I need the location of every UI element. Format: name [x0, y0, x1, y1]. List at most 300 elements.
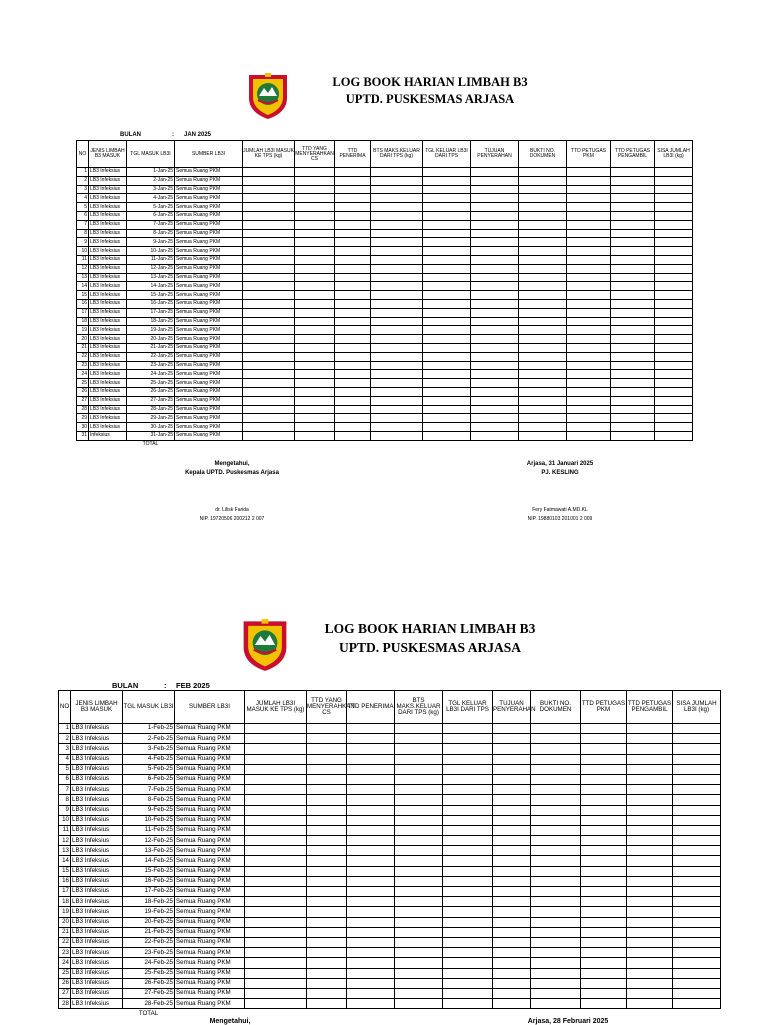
- entry-cell[interactable]: [627, 744, 673, 754]
- entry-cell[interactable]: [611, 379, 655, 388]
- entry-cell[interactable]: [493, 825, 531, 835]
- entry-cell[interactable]: [673, 744, 721, 754]
- entry-cell[interactable]: [567, 370, 611, 379]
- entry-cell[interactable]: [443, 846, 493, 856]
- entry-cell[interactable]: [581, 836, 627, 846]
- entry-cell[interactable]: [531, 734, 581, 744]
- entry-cell[interactable]: [423, 273, 471, 282]
- entry-cell[interactable]: [531, 958, 581, 968]
- entry-cell[interactable]: [295, 370, 335, 379]
- entry-cell[interactable]: [655, 343, 693, 352]
- entry-cell[interactable]: [443, 876, 493, 886]
- entry-cell[interactable]: [581, 948, 627, 958]
- entry-cell[interactable]: [493, 815, 531, 825]
- entry-cell[interactable]: [243, 423, 295, 432]
- entry-cell[interactable]: [245, 764, 307, 774]
- entry-cell[interactable]: [243, 185, 295, 194]
- entry-cell[interactable]: [627, 866, 673, 876]
- entry-cell[interactable]: [395, 988, 443, 998]
- entry-cell[interactable]: [423, 343, 471, 352]
- entry-cell[interactable]: [567, 335, 611, 344]
- entry-cell[interactable]: [295, 335, 335, 344]
- entry-cell[interactable]: [295, 264, 335, 273]
- entry-cell[interactable]: [307, 724, 347, 734]
- entry-cell[interactable]: [335, 238, 371, 247]
- entry-cell[interactable]: [493, 734, 531, 744]
- entry-cell[interactable]: [655, 168, 693, 177]
- entry-cell[interactable]: [443, 887, 493, 897]
- entry-cell[interactable]: [295, 247, 335, 256]
- entry-cell[interactable]: [307, 887, 347, 897]
- entry-cell[interactable]: [347, 968, 395, 978]
- entry-cell[interactable]: [347, 754, 395, 764]
- entry-cell[interactable]: [627, 856, 673, 866]
- entry-cell[interactable]: [307, 907, 347, 917]
- entry-cell[interactable]: [655, 273, 693, 282]
- entry-cell[interactable]: [627, 988, 673, 998]
- entry-cell[interactable]: [423, 299, 471, 308]
- entry-cell[interactable]: [335, 431, 371, 440]
- entry-cell[interactable]: [493, 887, 531, 897]
- entry-cell[interactable]: [295, 352, 335, 361]
- entry-cell[interactable]: [443, 754, 493, 764]
- entry-cell[interactable]: [567, 326, 611, 335]
- entry-cell[interactable]: [395, 846, 443, 856]
- entry-cell[interactable]: [655, 291, 693, 300]
- entry-cell[interactable]: [611, 405, 655, 414]
- entry-cell[interactable]: [371, 194, 423, 203]
- entry-cell[interactable]: [531, 937, 581, 947]
- entry-cell[interactable]: [567, 343, 611, 352]
- entry-cell[interactable]: [243, 273, 295, 282]
- entry-cell[interactable]: [655, 326, 693, 335]
- entry-cell[interactable]: [581, 754, 627, 764]
- entry-cell[interactable]: [519, 299, 567, 308]
- entry-cell[interactable]: [423, 379, 471, 388]
- entry-cell[interactable]: [627, 958, 673, 968]
- entry-cell[interactable]: [673, 866, 721, 876]
- entry-cell[interactable]: [655, 185, 693, 194]
- entry-cell[interactable]: [423, 396, 471, 405]
- entry-cell[interactable]: [581, 866, 627, 876]
- entry-cell[interactable]: [347, 948, 395, 958]
- entry-cell[interactable]: [493, 724, 531, 734]
- entry-cell[interactable]: [295, 317, 335, 326]
- entry-cell[interactable]: [443, 805, 493, 815]
- entry-cell[interactable]: [519, 176, 567, 185]
- entry-cell[interactable]: [519, 185, 567, 194]
- entry-cell[interactable]: [371, 414, 423, 423]
- entry-cell[interactable]: [335, 176, 371, 185]
- entry-cell[interactable]: [395, 815, 443, 825]
- entry-cell[interactable]: [395, 795, 443, 805]
- entry-cell[interactable]: [611, 255, 655, 264]
- entry-cell[interactable]: [307, 999, 347, 1009]
- entry-cell[interactable]: [371, 361, 423, 370]
- entry-cell[interactable]: [471, 379, 519, 388]
- entry-cell[interactable]: [347, 876, 395, 886]
- entry-cell[interactable]: [243, 405, 295, 414]
- entry-cell[interactable]: [395, 968, 443, 978]
- entry-cell[interactable]: [519, 291, 567, 300]
- entry-cell[interactable]: [627, 734, 673, 744]
- entry-cell[interactable]: [519, 247, 567, 256]
- entry-cell[interactable]: [519, 282, 567, 291]
- entry-cell[interactable]: [673, 764, 721, 774]
- entry-cell[interactable]: [423, 220, 471, 229]
- entry-cell[interactable]: [611, 308, 655, 317]
- entry-cell[interactable]: [307, 754, 347, 764]
- entry-cell[interactable]: [627, 754, 673, 764]
- entry-cell[interactable]: [335, 361, 371, 370]
- entry-cell[interactable]: [673, 815, 721, 825]
- entry-cell[interactable]: [611, 343, 655, 352]
- entry-cell[interactable]: [655, 255, 693, 264]
- entry-cell[interactable]: [307, 978, 347, 988]
- entry-cell[interactable]: [423, 317, 471, 326]
- entry-cell[interactable]: [295, 238, 335, 247]
- entry-cell[interactable]: [295, 308, 335, 317]
- entry-cell[interactable]: [245, 795, 307, 805]
- entry-cell[interactable]: [567, 431, 611, 440]
- entry-cell[interactable]: [245, 724, 307, 734]
- entry-cell[interactable]: [243, 326, 295, 335]
- entry-cell[interactable]: [245, 988, 307, 998]
- entry-cell[interactable]: [443, 744, 493, 754]
- entry-cell[interactable]: [335, 299, 371, 308]
- entry-cell[interactable]: [335, 335, 371, 344]
- entry-cell[interactable]: [493, 937, 531, 947]
- entry-cell[interactable]: [655, 405, 693, 414]
- entry-cell[interactable]: [627, 764, 673, 774]
- entry-cell[interactable]: [347, 774, 395, 784]
- entry-cell[interactable]: [627, 785, 673, 795]
- entry-cell[interactable]: [395, 937, 443, 947]
- entry-cell[interactable]: [581, 897, 627, 907]
- entry-cell[interactable]: [627, 887, 673, 897]
- entry-cell[interactable]: [347, 917, 395, 927]
- entry-cell[interactable]: [443, 948, 493, 958]
- entry-cell[interactable]: [245, 897, 307, 907]
- entry-cell[interactable]: [395, 887, 443, 897]
- entry-cell[interactable]: [347, 897, 395, 907]
- entry-cell[interactable]: [531, 724, 581, 734]
- entry-cell[interactable]: [531, 795, 581, 805]
- entry-cell[interactable]: [655, 247, 693, 256]
- entry-cell[interactable]: [347, 785, 395, 795]
- entry-cell[interactable]: [307, 764, 347, 774]
- entry-cell[interactable]: [627, 897, 673, 907]
- entry-cell[interactable]: [307, 785, 347, 795]
- entry-cell[interactable]: [611, 370, 655, 379]
- entry-cell[interactable]: [371, 247, 423, 256]
- entry-cell[interactable]: [567, 211, 611, 220]
- entry-cell[interactable]: [581, 774, 627, 784]
- entry-cell[interactable]: [243, 379, 295, 388]
- entry-cell[interactable]: [567, 273, 611, 282]
- entry-cell[interactable]: [581, 764, 627, 774]
- entry-cell[interactable]: [611, 291, 655, 300]
- entry-cell[interactable]: [567, 220, 611, 229]
- entry-cell[interactable]: [581, 734, 627, 744]
- entry-cell[interactable]: [531, 968, 581, 978]
- entry-cell[interactable]: [471, 423, 519, 432]
- entry-cell[interactable]: [371, 299, 423, 308]
- entry-cell[interactable]: [395, 948, 443, 958]
- entry-cell[interactable]: [335, 220, 371, 229]
- entry-cell[interactable]: [245, 774, 307, 784]
- entry-cell[interactable]: [347, 856, 395, 866]
- entry-cell[interactable]: [243, 255, 295, 264]
- entry-cell[interactable]: [673, 958, 721, 968]
- entry-cell[interactable]: [245, 917, 307, 927]
- entry-cell[interactable]: [423, 255, 471, 264]
- entry-cell[interactable]: [567, 317, 611, 326]
- entry-cell[interactable]: [531, 856, 581, 866]
- entry-cell[interactable]: [519, 379, 567, 388]
- entry-cell[interactable]: [531, 805, 581, 815]
- entry-cell[interactable]: [243, 414, 295, 423]
- entry-cell[interactable]: [581, 795, 627, 805]
- entry-cell[interactable]: [471, 431, 519, 440]
- entry-cell[interactable]: [295, 343, 335, 352]
- entry-cell[interactable]: [335, 291, 371, 300]
- entry-cell[interactable]: [295, 431, 335, 440]
- entry-cell[interactable]: [423, 335, 471, 344]
- entry-cell[interactable]: [531, 764, 581, 774]
- entry-cell[interactable]: [627, 836, 673, 846]
- entry-cell[interactable]: [245, 887, 307, 897]
- entry-cell[interactable]: [611, 326, 655, 335]
- entry-cell[interactable]: [335, 387, 371, 396]
- entry-cell[interactable]: [581, 785, 627, 795]
- entry-cell[interactable]: [243, 168, 295, 177]
- entry-cell[interactable]: [471, 343, 519, 352]
- entry-cell[interactable]: [611, 431, 655, 440]
- entry-cell[interactable]: [443, 897, 493, 907]
- entry-cell[interactable]: [567, 379, 611, 388]
- entry-cell[interactable]: [443, 907, 493, 917]
- entry-cell[interactable]: [307, 968, 347, 978]
- entry-cell[interactable]: [295, 387, 335, 396]
- entry-cell[interactable]: [295, 255, 335, 264]
- entry-cell[interactable]: [673, 836, 721, 846]
- entry-cell[interactable]: [673, 948, 721, 958]
- entry-cell[interactable]: [493, 897, 531, 907]
- entry-cell[interactable]: [347, 988, 395, 998]
- entry-cell[interactable]: [471, 273, 519, 282]
- entry-cell[interactable]: [471, 282, 519, 291]
- entry-cell[interactable]: [627, 907, 673, 917]
- entry-cell[interactable]: [371, 264, 423, 273]
- entry-cell[interactable]: [655, 238, 693, 247]
- entry-cell[interactable]: [519, 414, 567, 423]
- entry-cell[interactable]: [655, 361, 693, 370]
- entry-cell[interactable]: [655, 203, 693, 212]
- entry-cell[interactable]: [471, 255, 519, 264]
- entry-cell[interactable]: [347, 887, 395, 897]
- entry-cell[interactable]: [423, 361, 471, 370]
- entry-cell[interactable]: [243, 396, 295, 405]
- entry-cell[interactable]: [245, 734, 307, 744]
- entry-cell[interactable]: [245, 815, 307, 825]
- entry-cell[interactable]: [347, 958, 395, 968]
- entry-cell[interactable]: [471, 396, 519, 405]
- entry-cell[interactable]: [443, 866, 493, 876]
- entry-cell[interactable]: [519, 229, 567, 238]
- entry-cell[interactable]: [611, 229, 655, 238]
- entry-cell[interactable]: [371, 335, 423, 344]
- entry-cell[interactable]: [581, 927, 627, 937]
- entry-cell[interactable]: [611, 176, 655, 185]
- entry-cell[interactable]: [673, 988, 721, 998]
- entry-cell[interactable]: [335, 273, 371, 282]
- entry-cell[interactable]: [519, 387, 567, 396]
- entry-cell[interactable]: [245, 785, 307, 795]
- entry-cell[interactable]: [395, 917, 443, 927]
- entry-cell[interactable]: [471, 317, 519, 326]
- entry-cell[interactable]: [307, 917, 347, 927]
- entry-cell[interactable]: [347, 846, 395, 856]
- entry-cell[interactable]: [335, 308, 371, 317]
- entry-cell[interactable]: [673, 917, 721, 927]
- entry-cell[interactable]: [371, 370, 423, 379]
- entry-cell[interactable]: [371, 343, 423, 352]
- entry-cell[interactable]: [567, 238, 611, 247]
- entry-cell[interactable]: [519, 317, 567, 326]
- entry-cell[interactable]: [673, 724, 721, 734]
- entry-cell[interactable]: [371, 291, 423, 300]
- entry-cell[interactable]: [243, 282, 295, 291]
- entry-cell[interactable]: [295, 176, 335, 185]
- entry-cell[interactable]: [335, 282, 371, 291]
- entry-cell[interactable]: [395, 744, 443, 754]
- entry-cell[interactable]: [423, 370, 471, 379]
- entry-cell[interactable]: [611, 220, 655, 229]
- entry-cell[interactable]: [243, 431, 295, 440]
- entry-cell[interactable]: [493, 988, 531, 998]
- entry-cell[interactable]: [493, 774, 531, 784]
- entry-cell[interactable]: [471, 370, 519, 379]
- entry-cell[interactable]: [371, 405, 423, 414]
- entry-cell[interactable]: [531, 907, 581, 917]
- entry-cell[interactable]: [519, 431, 567, 440]
- entry-cell[interactable]: [243, 203, 295, 212]
- entry-cell[interactable]: [347, 795, 395, 805]
- entry-cell[interactable]: [347, 734, 395, 744]
- entry-cell[interactable]: [347, 836, 395, 846]
- entry-cell[interactable]: [307, 734, 347, 744]
- entry-cell[interactable]: [335, 211, 371, 220]
- entry-cell[interactable]: [627, 968, 673, 978]
- entry-cell[interactable]: [423, 352, 471, 361]
- entry-cell[interactable]: [627, 927, 673, 937]
- entry-cell[interactable]: [335, 370, 371, 379]
- entry-cell[interactable]: [493, 927, 531, 937]
- entry-cell[interactable]: [395, 774, 443, 784]
- entry-cell[interactable]: [519, 211, 567, 220]
- entry-cell[interactable]: [335, 414, 371, 423]
- entry-cell[interactable]: [531, 917, 581, 927]
- entry-cell[interactable]: [519, 423, 567, 432]
- entry-cell[interactable]: [655, 264, 693, 273]
- entry-cell[interactable]: [371, 317, 423, 326]
- entry-cell[interactable]: [371, 396, 423, 405]
- entry-cell[interactable]: [673, 856, 721, 866]
- entry-cell[interactable]: [243, 211, 295, 220]
- entry-cell[interactable]: [335, 343, 371, 352]
- entry-cell[interactable]: [423, 229, 471, 238]
- entry-cell[interactable]: [493, 958, 531, 968]
- entry-cell[interactable]: [307, 927, 347, 937]
- entry-cell[interactable]: [673, 795, 721, 805]
- entry-cell[interactable]: [519, 370, 567, 379]
- entry-cell[interactable]: [371, 176, 423, 185]
- entry-cell[interactable]: [673, 805, 721, 815]
- entry-cell[interactable]: [471, 168, 519, 177]
- entry-cell[interactable]: [371, 423, 423, 432]
- entry-cell[interactable]: [371, 379, 423, 388]
- entry-cell[interactable]: [673, 937, 721, 947]
- entry-cell[interactable]: [371, 168, 423, 177]
- entry-cell[interactable]: [493, 876, 531, 886]
- entry-cell[interactable]: [443, 734, 493, 744]
- entry-cell[interactable]: [531, 754, 581, 764]
- entry-cell[interactable]: [423, 176, 471, 185]
- entry-cell[interactable]: [519, 343, 567, 352]
- entry-cell[interactable]: [655, 299, 693, 308]
- entry-cell[interactable]: [581, 937, 627, 947]
- entry-cell[interactable]: [295, 405, 335, 414]
- entry-cell[interactable]: [347, 815, 395, 825]
- entry-cell[interactable]: [395, 927, 443, 937]
- entry-cell[interactable]: [519, 273, 567, 282]
- entry-cell[interactable]: [295, 291, 335, 300]
- entry-cell[interactable]: [243, 299, 295, 308]
- entry-cell[interactable]: [347, 937, 395, 947]
- entry-cell[interactable]: [335, 168, 371, 177]
- entry-cell[interactable]: [395, 734, 443, 744]
- entry-cell[interactable]: [371, 387, 423, 396]
- entry-cell[interactable]: [493, 856, 531, 866]
- entry-cell[interactable]: [245, 876, 307, 886]
- entry-cell[interactable]: [655, 229, 693, 238]
- entry-cell[interactable]: [493, 795, 531, 805]
- entry-cell[interactable]: [471, 291, 519, 300]
- entry-cell[interactable]: [335, 203, 371, 212]
- entry-cell[interactable]: [567, 264, 611, 273]
- entry-cell[interactable]: [567, 282, 611, 291]
- entry-cell[interactable]: [307, 815, 347, 825]
- entry-cell[interactable]: [347, 825, 395, 835]
- entry-cell[interactable]: [611, 387, 655, 396]
- entry-cell[interactable]: [627, 948, 673, 958]
- entry-cell[interactable]: [471, 326, 519, 335]
- entry-cell[interactable]: [443, 978, 493, 988]
- entry-cell[interactable]: [335, 264, 371, 273]
- entry-cell[interactable]: [371, 238, 423, 247]
- entry-cell[interactable]: [347, 927, 395, 937]
- entry-cell[interactable]: [245, 846, 307, 856]
- entry-cell[interactable]: [531, 876, 581, 886]
- entry-cell[interactable]: [335, 185, 371, 194]
- entry-cell[interactable]: [655, 387, 693, 396]
- entry-cell[interactable]: [531, 887, 581, 897]
- entry-cell[interactable]: [371, 229, 423, 238]
- entry-cell[interactable]: [471, 405, 519, 414]
- entry-cell[interactable]: [243, 343, 295, 352]
- entry-cell[interactable]: [581, 805, 627, 815]
